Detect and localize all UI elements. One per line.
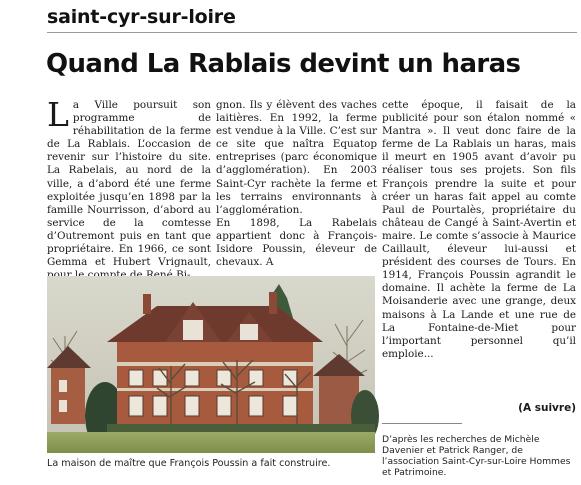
article-headline: Quand La Rablais devint un haras — [46, 49, 521, 79]
article-column-1 — [47, 95, 211, 275]
photo-caption: La maison de maître que François Poussin a fait construire. — [47, 458, 331, 469]
column-2-paragraph-2: En 1898, La Rabelais appartient donc à François-Isidore Poussin, éleveur de chevaux. A — [216, 216, 377, 269]
column-3-paragraph: cette époque, il faisait de la publicité pour son étalon nommé « Mantra ». Il veut donc faire de la ferme de La Rablais un haras, mais il meurt en 1905 avant d’avoir pu réaliser tous ses projets. Son fils François prendre la suite et pour créer un haras fait appel au comte Paul de Pourtalès, propriétaire du château de Cangé à Saint-Avertin et maire. Le comte s’associe à Maurice Caillault, éleveur lui-aussi et président des courses de Tours. En 1914, François Poussin agrandit le domaine. Il achète la ferme de La Moisanderie avec une grange, deux maisons à La Lande et une rue de La Fontaine-de-Miet pour l’important personnel qu’il emploie... — [382, 99, 576, 360]
column-2-paragraph-1: gnon. Ils y élèvent des vaches laitières. En 1992, la ferme est vendue à la Ville. C’est sur ce site que naîtra Equatop entreprises (parc économique d’agglomération). En 2003 Saint-Cyr rachète la ferme et les terrains environnants à l’agglomération. — [216, 99, 377, 216]
drop-cap: L — [47, 95, 69, 134]
rubric-divider — [47, 32, 577, 33]
manor-house-photo — [47, 276, 375, 453]
article-column-3 — [382, 99, 576, 389]
to-be-continued: (A suivre) — [518, 402, 576, 414]
column-1-text: a Ville poursuit son programme de réhabilitation de la ferme de La Rablais. L’occasion de revenir sur l’histoire du site. La Rabelais, au nord de la ville, a d’abord été une ferme exploitée jusqu’en 1898 par la famille Nourrisson, d’abord au service de la comtesse d’Outremont puis en tant que propriétaire. En 1966, ce sont Gemma et Hubert Vrignault, — [47, 99, 211, 269]
article-column-2 — [216, 99, 377, 275]
source-note: D’après les recherches de Michèle Davenier et Patrick Ranger, de l’association Saint-Cyr-sur-Loire Hommes et Patrimoine. — [382, 434, 571, 478]
section-rubric: saint-cyr-sur-loire — [47, 6, 236, 28]
source-divider — [382, 423, 462, 424]
article-paragraph — [47, 95, 211, 282]
